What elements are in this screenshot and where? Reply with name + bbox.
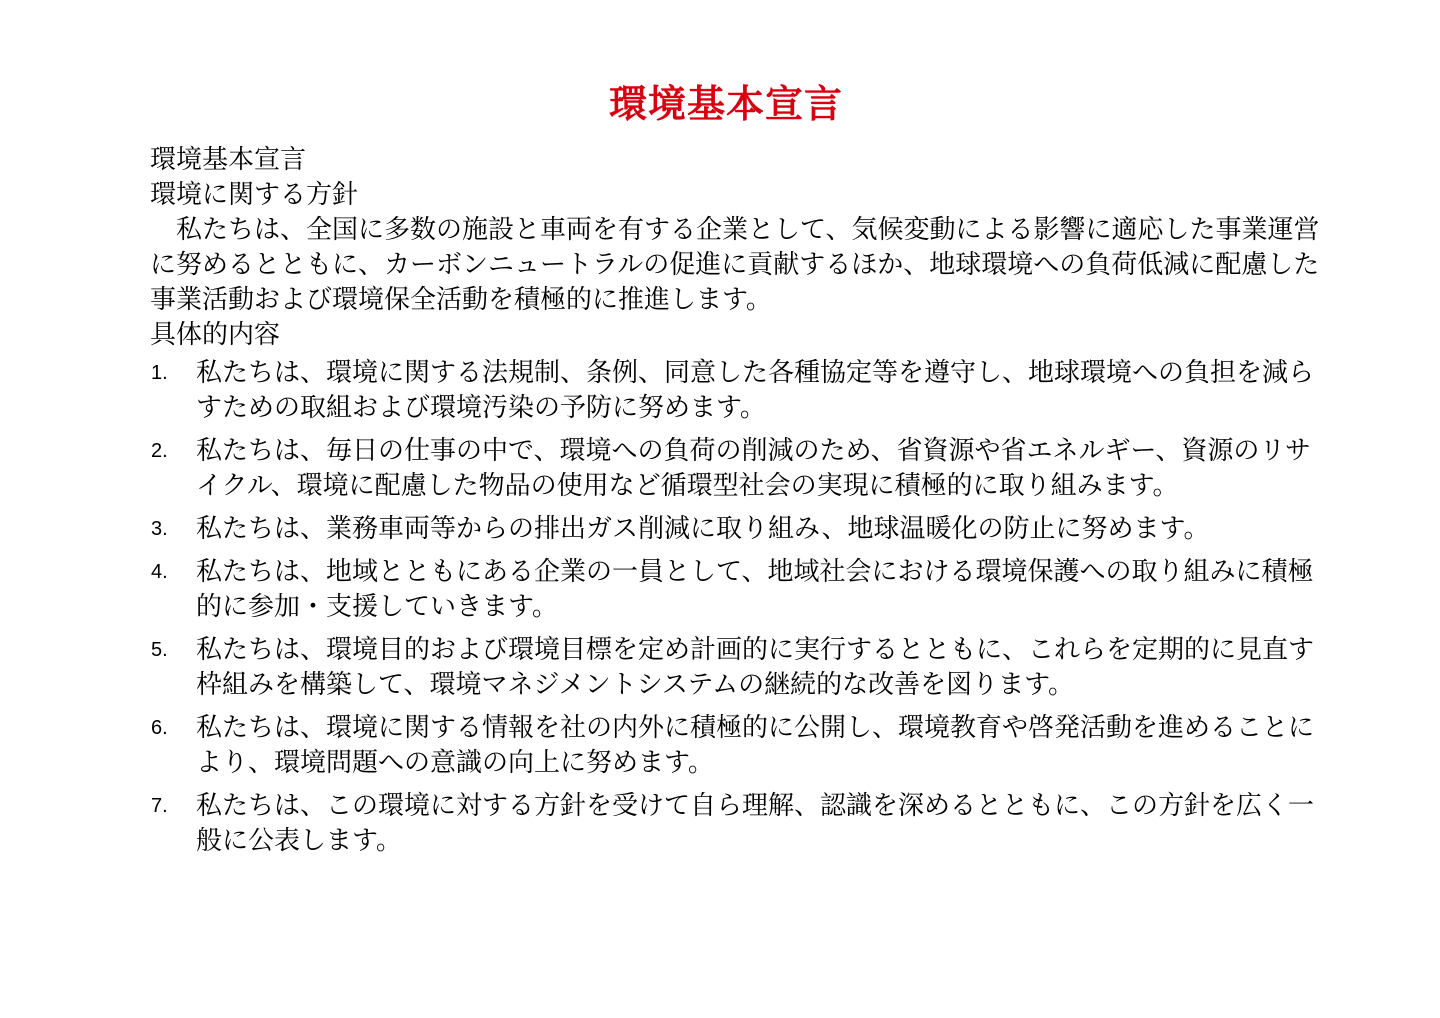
list-item-text: 私たちは、環境に関する法規制、条例、同意した各種協定等を遵守し、地球環境への負担を減らすための取組および環境汚染の予防に努めます。 <box>196 358 1315 423</box>
subtitle: 環境基本宣言 <box>150 145 307 175</box>
list-item <box>150 434 1320 504</box>
list-item <box>150 789 1320 859</box>
list-item-text: 私たちは、業務車両等からの排出ガス削減に取り組み、地球温暖化の防止に努めます。 <box>196 514 1210 544</box>
policy-heading: 環境に関する方針 <box>150 180 359 210</box>
list-item-text: 私たちは、環境に関する情報を社の内外に積極的に公開し、環境教育や啓発活動を進めることにより、環境問題への意識の向上に努めます。 <box>196 713 1315 778</box>
list-item-number: 4. <box>151 561 168 583</box>
policy-list <box>150 356 1320 859</box>
list-item-number: 2. <box>151 440 168 462</box>
list-item-text: 私たちは、この環境に対する方針を受けて自ら理解、認識を深めるとともに、この方針を広く一般に公表します。 <box>196 791 1315 856</box>
list-item <box>150 512 1320 547</box>
list-item <box>150 356 1320 426</box>
list-item-number: 1. <box>151 362 168 384</box>
list-item <box>150 633 1320 703</box>
list-item-number: 3. <box>151 518 168 540</box>
list-item-text: 私たちは、地域とともにある企業の一員として、地域社会における環境保護への取り組みに積極的に参加・支援していきます。 <box>196 557 1314 622</box>
list-item-number: 5. <box>151 639 168 661</box>
details-heading: 具体的内容 <box>150 320 281 350</box>
document-body <box>150 143 1320 867</box>
list-item <box>150 711 1320 781</box>
page-title: 環境基本宣言 <box>608 82 843 127</box>
list-item <box>150 555 1320 625</box>
list-item-text: 私たちは、環境目的および環境目標を定め計画的に実行するとともに、これらを定期的に見直す枠組みを構築して、環境マネジメントシステムの継続的な改善を図ります。 <box>196 635 1315 700</box>
list-item-number: 6. <box>151 717 168 739</box>
list-item-number: 7. <box>151 795 168 817</box>
intro-paragraph: 私たちは、全国に多数の施設と車両を有する企業として、気候変動による影響に適応した事業運営に努めるとともに、カーボンニュートラルの促進に貢献するほか、地球環境への負荷低減に配慮した事業活動および環境保全活動を積極的に推進します。 <box>150 215 1320 315</box>
list-item-text: 私たちは、毎日の仕事の中で、環境への負荷の削減のため、省資源や省エネルギー、資源のリサイクル、環境に配慮した物品の使用など循環型社会の実現に積極的に取り組みます。 <box>196 436 1311 501</box>
